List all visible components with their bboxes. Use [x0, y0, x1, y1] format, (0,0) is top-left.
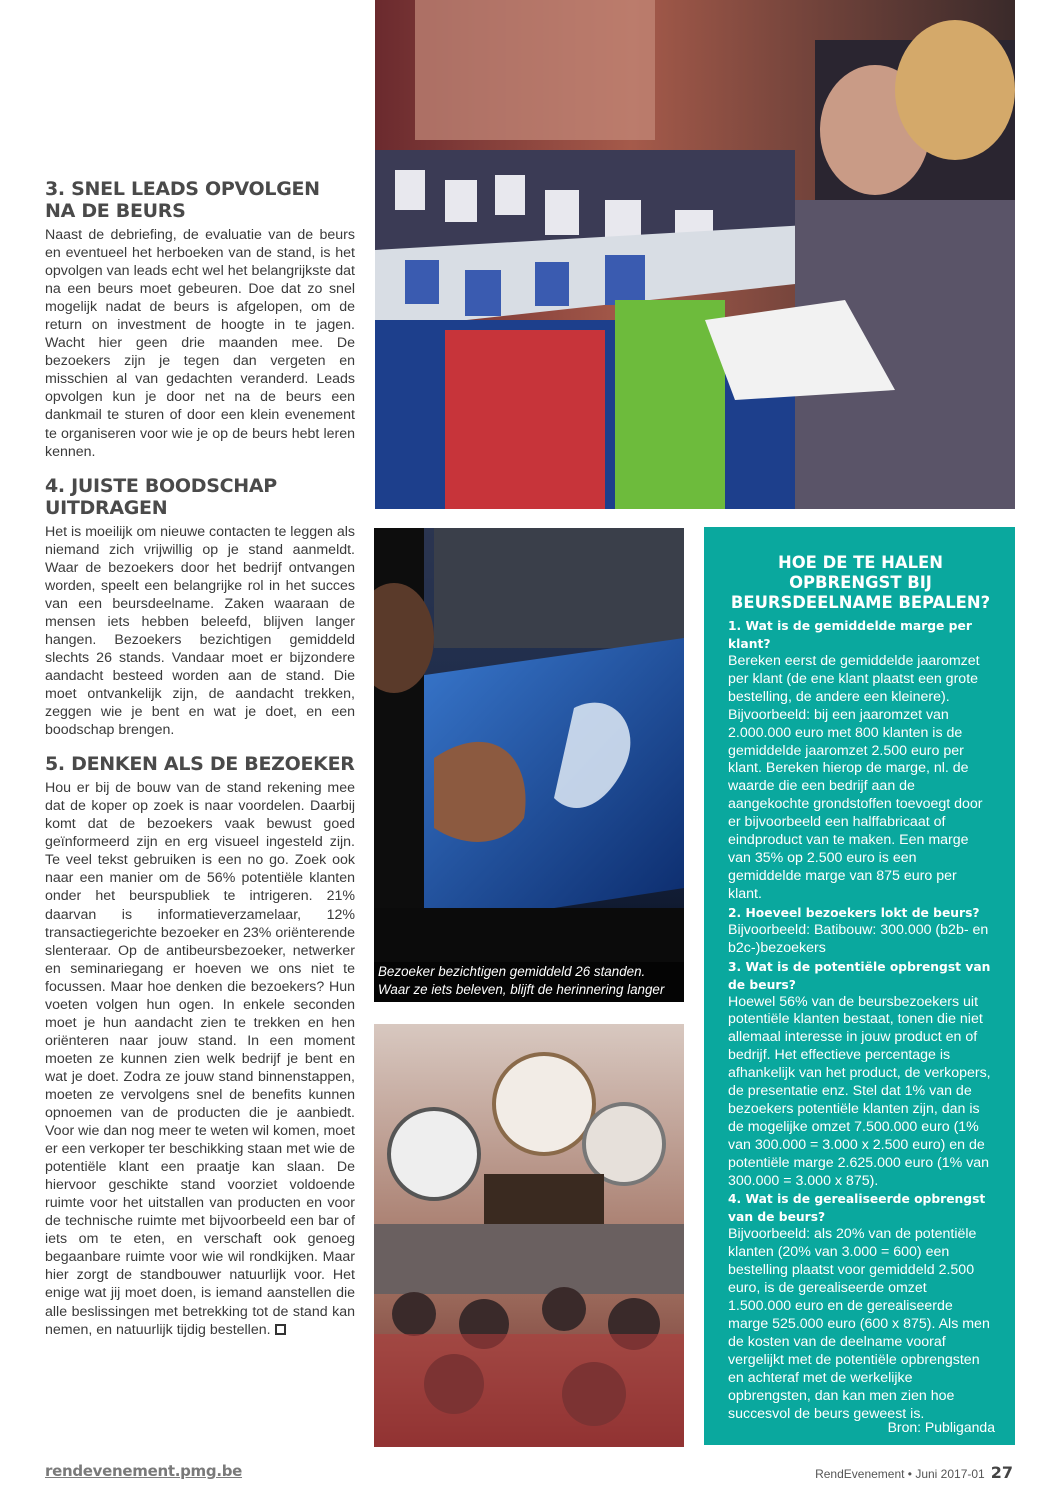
footer-magazine: RendEvenement • Juni 2017-01	[815, 1467, 985, 1481]
section-4-body: Het is moeilijk om nieuwe contacten te leggen als niemand zich vrijwillig op je stand aanmeldt. Waar de bezoekers door het bedrijf ontvangen worden, speelt een belangrijke rol in het succes van een beursdeelname. Zaken waaraan de mensen iets hebben beleefd, blijven langer hangen. Bezoekers bezichtigen gemiddeld slechts 26 stands. Vandaar moet er bijzondere aandacht besteed worden aan de stand. Die moet ontvankelijk zijn, de aandacht trekken, zeggen wie je bent en wat je doet, en een boodschap brengen.	[45, 523, 355, 739]
info-box-item	[728, 904, 993, 958]
info-box-answer: Bijvoorbeeld: Batibouw: 300.000 (b2b- en b2c-)bezoekers	[728, 921, 989, 956]
article-column	[45, 178, 355, 1353]
page-number: 27	[990, 1463, 1013, 1482]
info-box-source: Bron: Publiganda	[887, 1419, 995, 1435]
info-box-question: 2. Hoeveel bezoekers lokt de beurs?	[728, 905, 980, 920]
section-4-heading: 4. JUISTE BOODSCHAP UITDRAGEN	[45, 474, 277, 519]
info-box-question: 4. Wat is de gerealiseerde opbrengst van de beurs?	[728, 1192, 986, 1225]
section-5-body: Hou er bij de bouw van de stand rekening mee dat de koper op zoek is naar voordelen. Daarbij komt dat de bezoekers vaak bewust goed geïnformeerd zijn en erg visueel ingesteld zijn. Te veel tekst gebruiken is een no go. Zoek ook naar een manier om de 56% potentiële klanten onder het beurspubliek te intrigeren. 21% daarvan is informatieverzamelaar, 12% transactiegerichte bezoeker en 23% oriënterende slenteraar. Op de antibeursbezoeker, netwerker en seminariegang er hoeven we ons niet te focussen. Maar hoe denken die bezoekers? Hun voeten volgen hun ogen. In enkele seconden moet je hun aandacht zien te trekken en hen oriënteren naar jouw stand. In een moment moeten ze kunnen zien welk bedrijf je bent en wat je doet. Zodra ze jouw stand binnenstappen, moeten ze vervolgens snel de benefits kunnen opnoemen van de producten die je aanbiedt. Voor wie dan nog meer te weten wil komen, moet er een verkoper ter beschikking staan met wie de potentiële klant een praatje kan slaan. De hiervoor geschikte stand voorziet voldoende ruimte voor het uitstallen van producten en voor de technische ruimte met bijvoorbeeld een bar of iets om te eten, en verschaft ook genoeg begaanbare ruimte voor wie wil rondkijken. Maar hier zorgt de standbouwer natuurlijk voor. Het enige wat jij moet doen, is iemand aanstellen die alle beslissingen met betrekking tot de stand kan nemen, en natuurlijk tijdig bestellen.	[45, 780, 355, 1338]
photo-caption: Bezoeker bezichtigen gemiddeld 26 standen. Waar ze iets beleven, blijft de herinnering langer hangen	[374, 962, 684, 1002]
info-box-item	[728, 617, 993, 904]
info-box-item	[728, 958, 993, 1191]
section-3-heading: 3. SNEL LEADS OPVOLGEN NA DE BEURS	[45, 178, 320, 222]
info-box-answer: Bijvoorbeeld: als 20% van de potentiële klanten (20% van 3.000 = 600) een bestelling plaatst voor gemiddeld 2.500 euro, is de gerealiseerde omzet 1.500.000 euro en de gerealiseerde marge 525.000 euro (600 x 875). Als men de kosten van de deelname vooraf vergelijkt met de potentiële opbrengsten en achteraf met de werkelijke opbrengsten, dan kan men zien hoe succesvol de beurs geweest is.	[728, 1226, 990, 1422]
info-box-question: 3. Wat is de potentiële opbrengst van de beurs?	[728, 959, 991, 992]
photo-watch-stand	[374, 1024, 684, 1447]
photo-mug-stand	[375, 0, 1015, 509]
info-box-item	[728, 1190, 993, 1423]
info-box	[704, 527, 1015, 1445]
info-box-answer: Hoewel 56% van de beursbezoekers uit potentiële klanten bestaat, tonen die niet allemaal interesse in jouw product en of bedrijf. Het effectieve percentage is afhankelijk van het product, de verkopers, de presentatie enz. Stel dat 1% van de bezoekers potentiële klanten zijn, dan is de mogelijke omzet 7.500.000 euro (1% van 300.000 = 3.000 x 2.500 euro) en de potentiële marge 2.625.000 euro (1% van 300.000 = 3.000 x 875).	[728, 993, 991, 1189]
footer-info	[815, 1463, 1013, 1482]
footer-website-link[interactable]: rendevenement.pmg.be	[45, 1462, 243, 1480]
photo-touchscreen	[374, 528, 684, 1002]
section-5-heading: 5. DENKEN ALS DE BEZOEKER	[45, 753, 355, 776]
info-box-answer: Bereken eerst de gemiddelde jaaromzet per klant (de ene klant plaatst een grote bestelling, de andere een kleinere). Bijvoorbeeld: bij een jaaromzet van 2.000.000 euro met 800 klanten is de gemiddelde jaaromzet 2.500 euro per klant. Bereken hierop de marge, nl. de waarde die een bedrijf aan de aangekochte grondstoffen toevoegt door er bijvoorbeeld een halffabricaat of eindproduct van te maken. Een marge van 35% op 2.500 euro is een gemiddelde marge van 875 euro per klant.	[728, 653, 983, 902]
end-of-article-icon	[275, 1324, 286, 1335]
section-3-body: Naast de debriefing, de evaluatie van de beurs en eventueel het herboeken van de stand, is het opvolgen van leads echt wel het belangrijkste dat na een beurs moet gebeuren. Doe dat zo snel mogelijk nadat de beurs is afgelopen, om de return on investment de hoogte in te jagen. Wacht hier geen drie maanden mee. De bezoekers zijn je tegen dan vergeten en misschien al van gedachten veranderd. Leads opvolgen kun je door net na de beurs een dankmail te sturen of door een klein evenement te organiseren voor wie je op de beurs hebt leren kennen.	[45, 227, 355, 460]
section-5-body-wrapper	[45, 779, 355, 1338]
info-box-title: HOE DE TE HALEN OPBRENGST BIJ BEURSDEELNAME BEPALEN?	[730, 553, 991, 612]
info-box-question: 1. Wat is de gemiddelde marge per klant?	[728, 619, 972, 651]
